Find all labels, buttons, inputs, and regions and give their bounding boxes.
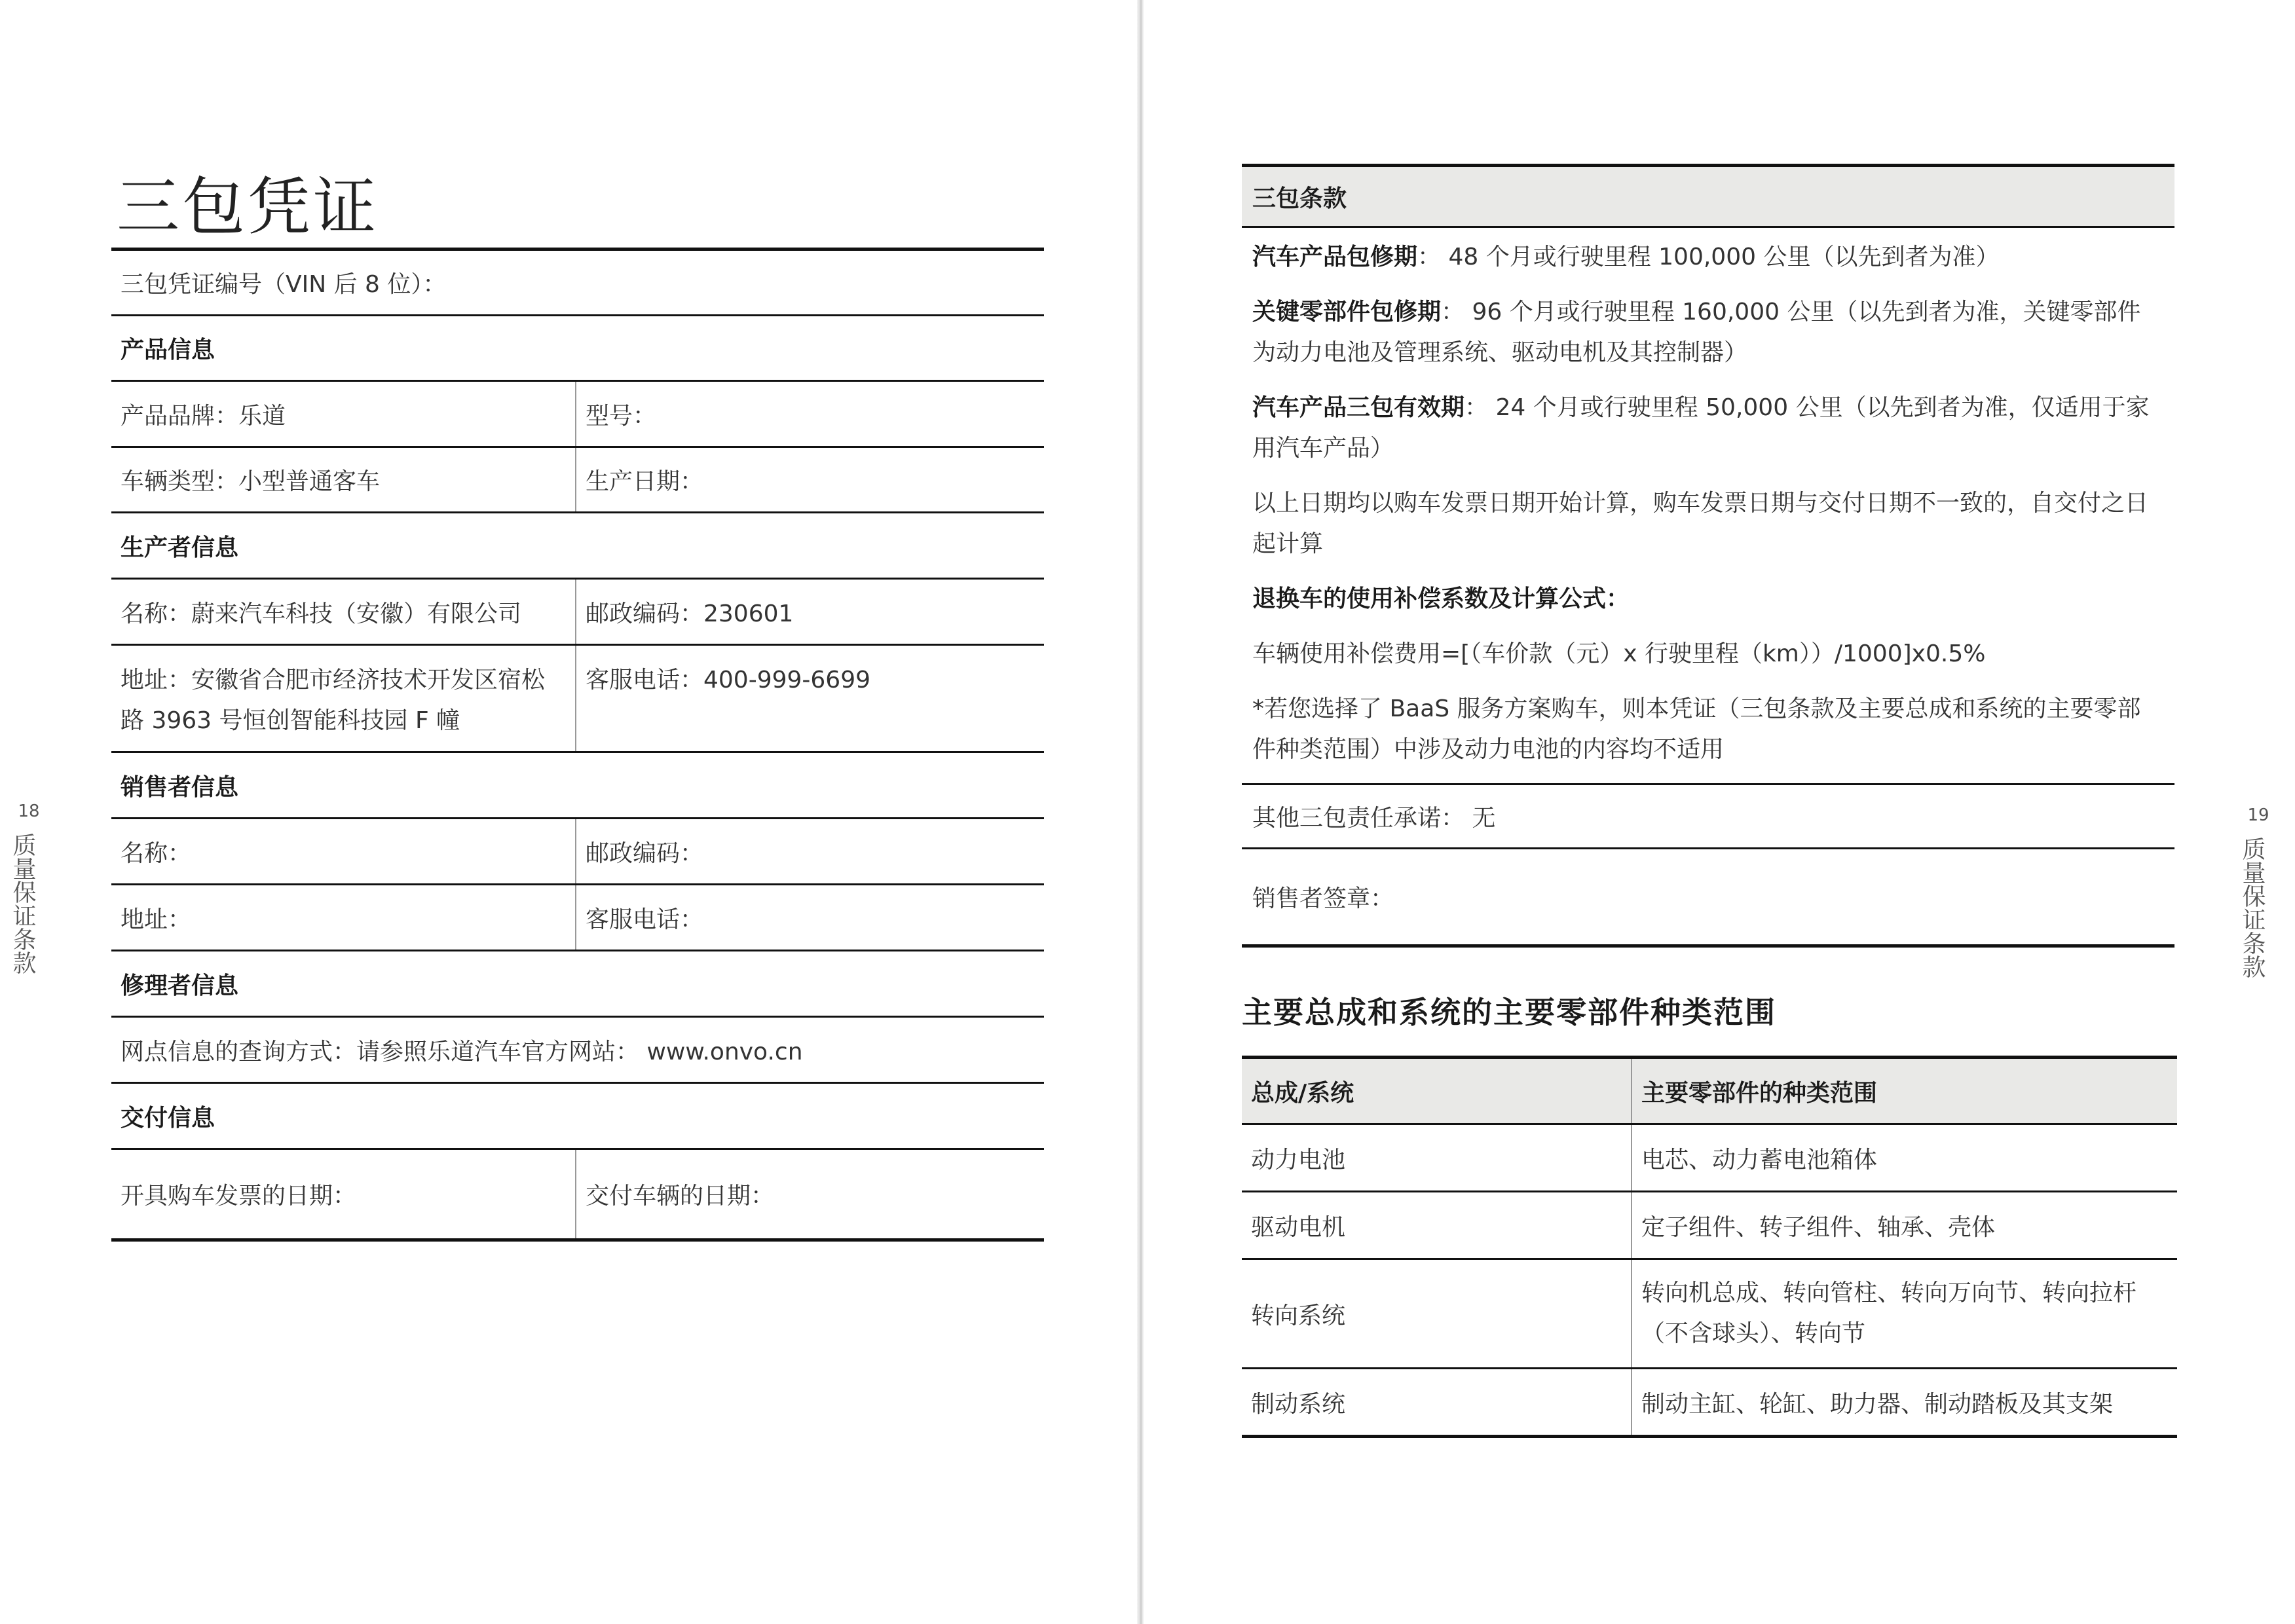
seller-address-row — [111, 885, 1044, 951]
validity-text: ： 24 个月或行驶里程 50,000 公里（以先到者为准，仅适用于家用汽车产品） — [1252, 394, 2150, 462]
left-side-label — [9, 802, 48, 974]
brand-field: 产品品牌：乐道 — [111, 382, 576, 446]
left-section-label: 质量保证条款 — [9, 833, 36, 974]
parts-cell: 转向机总成、转向管柱、转向万向节、转向拉杆（不含球头）、转向节 — [1641, 1280, 2137, 1347]
repairer-info-heading: 修理者信息 — [121, 972, 239, 999]
other-commitment-text: 其他三包责任承诺： 无 — [1252, 805, 1496, 832]
seller-name-row — [111, 819, 1044, 885]
producer-address-field: 地址：安徽省合肥市经济技术开发区宿松路 3963 号恒创智能科技园 F 幢 — [111, 646, 576, 751]
invoice-date-field: 开具购车发票的日期： — [111, 1150, 576, 1238]
compensation-heading — [1252, 579, 2164, 619]
seller-signature-label: 销售者签章： — [1252, 885, 1394, 912]
seller-postcode-field: 邮政编码： — [586, 840, 704, 867]
seller-phone-field: 客服电话： — [586, 906, 704, 933]
column-header-parts: 主要零部件的种类范围 — [1641, 1079, 1878, 1107]
brand-model-row — [111, 382, 1044, 448]
baas-note: *若您选择了 BaaS 服务方案购车，则本凭证（三包条款及主要总成和系统的主要零部件种类范围）中涉及动力电池的内容均不适用 — [1252, 695, 2141, 763]
product-info-header-row — [111, 316, 1044, 382]
seller-info-header-row — [111, 753, 1044, 819]
producer-postcode-field: 邮政编码：230601 — [586, 600, 794, 627]
delivery-dates-row — [111, 1150, 1044, 1242]
parts-cell: 制动主缸、轮缸、助力器、制动踏板及其支架 — [1641, 1390, 2114, 1418]
table-row — [1242, 1192, 2177, 1260]
product-info-heading: 产品信息 — [121, 337, 215, 363]
delivery-info-heading: 交付信息 — [121, 1104, 215, 1132]
producer-info-header-row — [111, 513, 1044, 580]
warranty-certificate-table — [111, 248, 1044, 1242]
vehicle-type-field: 车辆类型：小型普通客车 — [111, 448, 576, 511]
table-row — [1242, 1260, 2177, 1369]
key-parts-paragraph — [1252, 292, 2164, 373]
key-parts-label: 关键零部件包修期 — [1252, 299, 1442, 325]
producer-name-row — [111, 580, 1044, 646]
system-cell: 制动系统 — [1242, 1369, 1632, 1435]
page-number-left: 18 — [18, 802, 40, 821]
page-number-right: 19 — [2247, 805, 2269, 825]
parts-table-header — [1242, 1059, 2177, 1125]
seller-address-field: 地址： — [111, 885, 576, 950]
repairer-query-row — [111, 1018, 1044, 1084]
terms-body — [1242, 228, 2174, 785]
producer-phone-field: 客服电话：400-999-6699 — [586, 667, 871, 693]
right-section-label: 质量保证条款 — [2239, 837, 2266, 978]
parts-scope-table — [1242, 1056, 2177, 1438]
warranty-terms-table — [1242, 164, 2174, 948]
validity-paragraph — [1252, 388, 2164, 469]
table-row — [1242, 1125, 2177, 1192]
system-cell: 动力电池 — [1242, 1125, 1632, 1190]
producer-name-field: 名称：蔚来汽车科技（安徽）有限公司 — [111, 580, 576, 644]
terms-heading: 三包条款 — [1242, 164, 2174, 228]
parts-cell: 电芯、动力蓄电池箱体 — [1641, 1146, 1878, 1173]
cert-number-row — [111, 251, 1044, 316]
page-title: 三包凭证 — [117, 170, 379, 244]
warranty-period-text: ： 48 个月或行驶里程 100,000 公里（以先到者为准） — [1417, 244, 2000, 270]
production-date-field: 生产日期： — [586, 468, 704, 495]
compensation-label: 退换车的使用补偿系数及计算公式： — [1252, 585, 1630, 612]
seller-signature-row — [1242, 849, 2174, 948]
producer-address-row — [111, 646, 1044, 753]
left-page — [0, 0, 1138, 1624]
date-note-paragraph: 以上日期均以购车发票日期开始计算，购车发票日期与交付日期不一致的，自交付之日起计算 — [1252, 490, 2149, 557]
system-cell: 转向系统 — [1242, 1260, 1632, 1367]
parts-section-title: 主要总成和系统的主要零部件种类范围 — [1242, 995, 1776, 1030]
repairer-info-header-row — [111, 951, 1044, 1018]
seller-info-heading: 销售者信息 — [121, 773, 239, 801]
producer-info-heading: 生产者信息 — [121, 534, 239, 561]
repairer-query-text: 网点信息的查询方式：请参照乐道汽车官方网站： www.onvo.cn — [121, 1038, 803, 1065]
cert-number-label: 三包凭证编号（VIN 后 8 位）： — [121, 271, 447, 298]
table-row — [1242, 1369, 2177, 1438]
other-commitment-row — [1242, 785, 2174, 849]
compensation-formula: 车辆使用补偿费用=[（车价款（元）x 行驶里程（km））/1000]x0.5% — [1252, 640, 1986, 667]
seller-name-field: 名称： — [111, 819, 576, 883]
right-side-label — [2239, 805, 2278, 978]
delivery-date-field: 交付车辆的日期： — [586, 1183, 775, 1209]
delivery-info-header-row — [111, 1084, 1044, 1150]
parts-cell: 定子组件、转子组件、轴承、壳体 — [1641, 1213, 1996, 1241]
model-field: 型号： — [586, 402, 657, 430]
system-cell: 驱动电机 — [1242, 1192, 1632, 1258]
validity-label: 汽车产品三包有效期 — [1252, 394, 1465, 421]
column-header-system: 总成/系统 — [1242, 1059, 1632, 1123]
type-date-row — [111, 448, 1044, 513]
key-parts-text: ： 96 个月或行驶里程 160,000 公里（以先到者为准，关键零部件为动力电池及管理系统、驱动电机及其控制器） — [1252, 299, 2141, 366]
warranty-period-label: 汽车产品包修期 — [1252, 244, 1418, 270]
warranty-period-paragraph — [1252, 237, 2164, 278]
